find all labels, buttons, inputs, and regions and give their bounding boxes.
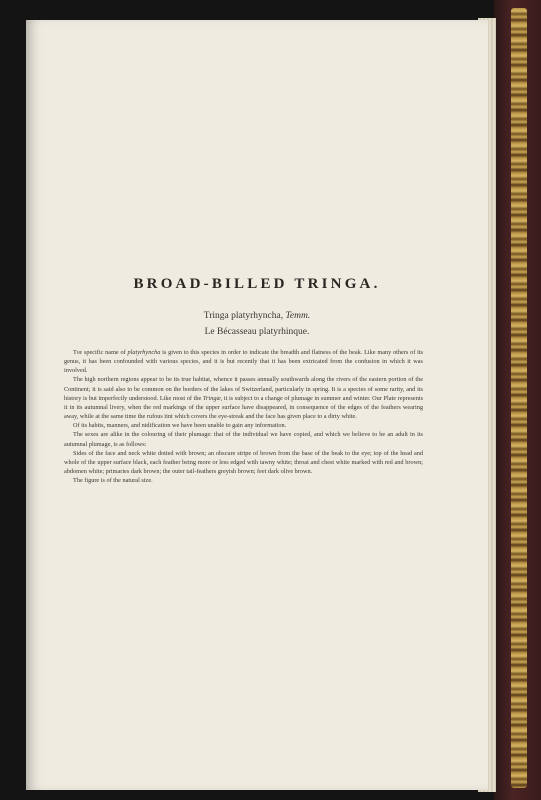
text-run: is given to this species in order to indicate the breadth and flatness of the beak. Like many others of its genus, it has been confounded with various species, and it is but recently that it has been extricated from the confusion in which it was involved. — [64, 349, 423, 375]
authority: Temm. — [285, 311, 311, 321]
italic-term: platyrhyncha — [127, 349, 161, 356]
lead-smallcaps: The — [73, 349, 83, 356]
text-run: , it is subject to a change of plumage in summer and winter. Our Plate represents it in its autumnal livery, when the red markings of the upper surface have disappeared, in consequence of the edges of the feathers wearing away, while at the same time the rufous tint which covers the eye-streak and the face has given place to a dirty white. — [64, 394, 423, 421]
paragraph: The figure is of the natural size. — [73, 477, 153, 485]
page-title: BROAD-BILLED TRINGA. — [133, 276, 381, 292]
text-run: specific name of — [82, 349, 128, 356]
gilt-edge-decoration — [511, 8, 527, 788]
book-page — [26, 20, 488, 790]
body-text — [64, 348, 423, 485]
scientific-name: Tringa platyrhyncha, — [203, 311, 284, 321]
paragraph: Of its habits, manners, and nidification we have been unable to gain any information. — [73, 422, 287, 430]
paragraph — [64, 375, 423, 421]
scientific-name-line — [26, 311, 488, 321]
paragraph — [64, 348, 423, 375]
paragraph: The sexes are alike in the colouring of their plumage: that of the individual we have copied, and which we believe to be an adult in its autumnal plumage, is as follows: — [64, 431, 423, 448]
italic-term: Tringæ — [202, 394, 221, 402]
text-run: The high northern regions appear to be its true habitat, whence it passes annually southwards along the rivers of the eastern portion of the Continent; it is said also to be common on the borders of the lakes of Switzerland, particularly in spring. It is a species of some rarity, and its history is but imperfectly understood. Like most of the — [64, 376, 423, 402]
paragraph: Sides of the face and neck white dotted with brown; an obscure stripe of brown from the base of the beak to the eye; top of the head and whole of the upper surface black, each feather being more or less edged with tawny white; throat and chest white marked with red and brown; abdomen white; primaries dark brown; the outer tail-feathers greyish brown; feet dark olive brown. — [64, 449, 423, 476]
french-name: Le Bécasseau platyrhinque. — [204, 327, 310, 337]
